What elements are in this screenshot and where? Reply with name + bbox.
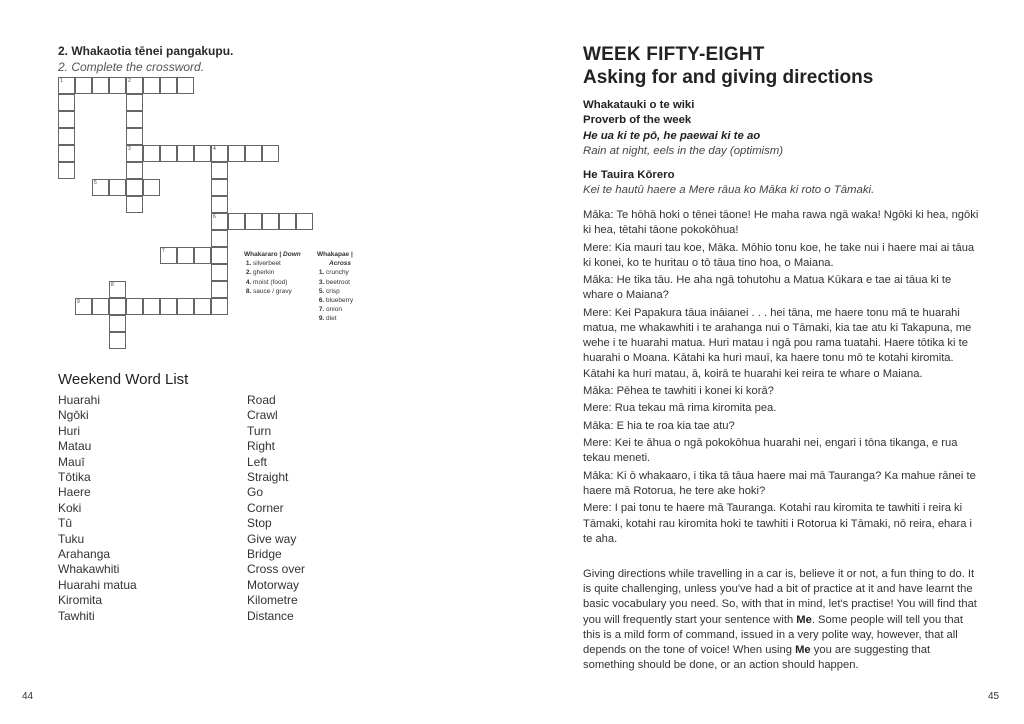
across-heading-en: Across (329, 260, 352, 268)
crossword-number: 6 (213, 214, 216, 220)
crossword-number: 2 (128, 78, 131, 84)
word-english: Turn (247, 423, 272, 438)
word-maori: Huarahi matua (58, 577, 137, 592)
crossword-cell[interactable] (211, 196, 228, 213)
sample-heading: He Tauira Kōrero (583, 169, 675, 181)
crossword-cell[interactable] (109, 77, 126, 94)
dialogue-line: Mere: Kei Papakura tāua ināianei . . . hei tāna, me haere tonu mā te huarahi matua, me whakawhiti i te arahanga nui o Tāmaki, kia tae atu ki Takapuna, me wehe i te huarahi matua. Huri matau i ngā pou rama tuatahi. Haere tōtika ki te huarahi o Moana. Kātahi ka huri mauī, ka haere tonu mō te kotahi kiromita. Kātahi ka huri matau, ā, koirā te huarahi kei reira te whare o Maiana. (583, 306, 972, 380)
proverb-block (583, 98, 783, 159)
word-english: Cross over (247, 562, 306, 577)
crossword-cell[interactable] (211, 162, 228, 179)
clue-down: 2. gherkin (245, 269, 275, 277)
crossword-cell[interactable] (262, 213, 279, 230)
dialogue-line: Māka: Pēhea te tawhiti i konei ki korā? (583, 384, 774, 397)
crossword-cell[interactable] (143, 298, 160, 315)
proverb-label-en: Proverb of the week (583, 114, 692, 127)
crossword-cell[interactable] (109, 179, 126, 196)
dialogue-line: Mere: I pai tonu te haere mā Tauranga. Kotahi rau kiromita te tawhiti i reira ki Tāmaki, kotahi rau kiromita hoki te tawhiti i Rotorua ki Tāmaki, nō reira, ehara i te aha. (583, 502, 973, 545)
crossword-number: 7 (162, 248, 165, 254)
crossword-cell[interactable] (228, 145, 245, 162)
page-number-right: 45 (988, 691, 1000, 702)
sample-intro: Kei te hautū haere a Mere rāua ko Māka ki roto o Tāmaki. (583, 184, 875, 197)
word-maori: Huri (58, 423, 81, 438)
crossword-cell[interactable] (211, 281, 228, 298)
word-english: Right (247, 439, 276, 454)
word-english: Bridge (247, 547, 282, 562)
word-english: Road (247, 393, 276, 407)
keyword-me: Me (796, 613, 812, 626)
word-english: Straight (247, 470, 289, 485)
word-english: Corner (247, 500, 284, 515)
crossword-cell[interactable] (109, 332, 126, 349)
word-english: Left (247, 454, 268, 469)
dialogue-line: Māka: Ki ō whakaaro, i tika tā tāua haere mai mā Tauranga? Ka mahue rānei te haere mā Rotorua, he tere ake hoki? (583, 469, 976, 497)
crossword-number: 5 (94, 180, 97, 186)
word-maori: Matau (58, 439, 92, 454)
crossword-cell[interactable] (126, 111, 143, 128)
crossword-cell[interactable] (194, 247, 211, 264)
word-maori: Tuku (58, 531, 85, 546)
word-maori: Huarahi (58, 393, 101, 407)
crossword-cell[interactable] (245, 213, 262, 230)
crossword-cell[interactable] (109, 298, 126, 315)
word-maori: Tōtika (58, 470, 91, 485)
crossword-cell[interactable] (126, 162, 143, 179)
word-maori: Tawhiti (58, 608, 95, 623)
week-title: WEEK FIFTY-EIGHT (583, 44, 765, 65)
crossword-cell[interactable] (160, 145, 177, 162)
crossword-cell[interactable] (126, 94, 143, 111)
word-maori: Koki (58, 500, 82, 515)
crossword-cell[interactable] (75, 77, 92, 94)
clue-across: 1. crunchy (318, 269, 349, 277)
crossword-cell[interactable] (160, 77, 177, 94)
crossword-cell[interactable] (58, 128, 75, 145)
crossword-cell[interactable] (177, 247, 194, 264)
dialogue (583, 208, 983, 549)
clues-across (317, 250, 353, 324)
clue-across: 7. onion (318, 306, 342, 314)
proverb-label-maori: Whakatauki o te wiki (583, 99, 695, 111)
word-maori: Mauī (58, 454, 85, 469)
exercise-title: 2. Whakaotia tēnei pangakupu. (58, 44, 234, 58)
word-list-maori (58, 393, 137, 624)
crossword-cell[interactable] (126, 179, 143, 196)
word-maori: Haere (58, 485, 91, 500)
crossword-cell[interactable] (211, 264, 228, 281)
crossword-cell[interactable] (177, 298, 194, 315)
crossword-cell[interactable] (296, 213, 313, 230)
crossword-cell[interactable] (143, 145, 160, 162)
crossword-number: 3 (128, 146, 131, 152)
crossword-cell[interactable] (92, 298, 109, 315)
word-english: Motorway (247, 577, 300, 592)
crossword-cell[interactable] (211, 230, 228, 247)
crossword-cell[interactable] (143, 77, 160, 94)
word-english: Go (247, 485, 264, 500)
crossword-cell[interactable] (177, 77, 194, 94)
clue-across: 5. crisp (318, 287, 340, 295)
page-number-left: 44 (22, 691, 34, 702)
keyword-me: Me (795, 644, 811, 657)
word-maori: Ngōki (58, 408, 89, 423)
crossword-cell[interactable] (211, 179, 228, 196)
crossword-cell[interactable] (126, 128, 143, 145)
closing-paragraph: Giving directions while travelling in a car is, believe it or not, a fun thing to do. It is quite challenging, unless you've had a bit of practice at it and have learnt the basic vocabulary you need. So, with that in mind, let's practise! You will find that you will frequently start your sentence with Me. Some people will tell you that this is a mild form of command, issued in a very polite way, however, that all depends on the tone of voice! When using Me you are suggesting that something should be done, or an action should happen. (583, 568, 977, 672)
word-maori: Arahanga (58, 547, 111, 562)
word-list-english (247, 393, 305, 624)
word-english: Crawl (247, 408, 278, 423)
crossword-cell[interactable] (194, 145, 211, 162)
exercise-subtitle: 2. Complete the crossword. (58, 60, 205, 74)
crossword-grid[interactable] (58, 77, 328, 357)
crossword-number: 9 (77, 299, 80, 305)
crossword-number: 8 (111, 282, 114, 288)
clue-down: 1. silverbeet (245, 260, 281, 268)
dialogue-line: Mere: Kia mauri tau koe, Māka. Mōhio tonu koe, he take nui i haere mai ai tāua ki konei, ko te huritau o tō tāua tino hoa, o Maiana. (583, 241, 975, 269)
dialogue-line: Māka: E hia te roa kia tae atu? (583, 419, 735, 432)
dialogue-line: Mere: Kei te āhua o ngā pokokōhua huarahi nei, engari i tōna tikanga, e rua tekau meneti. (583, 437, 958, 465)
clues-down (244, 250, 301, 296)
topic-title: Asking for and giving directions (583, 67, 874, 88)
crossword-cell[interactable] (177, 145, 194, 162)
down-heading-maori: Whakararo | (244, 251, 284, 258)
dialogue-line: Māka: Te hōhā hoki o tēnei tāone! He maha rawa ngā waka! Ngōki ki hea, ngōki ki hea, tētahi tāone pokokōhua! (583, 209, 979, 237)
crossword-cell[interactable] (126, 298, 143, 315)
crossword-cell[interactable] (58, 94, 75, 111)
crossword-cell[interactable] (109, 315, 126, 332)
dialogue-line: Mere: Rua tekau mā rima kiromita pea. (583, 402, 777, 415)
crossword-cell[interactable] (126, 196, 143, 213)
clue-down: 8. sauce / gravy (245, 287, 292, 295)
word-english: Stop (247, 516, 272, 531)
crossword-cell[interactable] (262, 145, 279, 162)
proverb-maori: He ua ki te pō, he paewai ki te ao (583, 129, 761, 142)
clue-across: 9. diet (318, 315, 337, 323)
proverb-english: Rain at night, eels in the day (optimism) (583, 144, 784, 157)
crossword-cell[interactable] (160, 298, 177, 315)
crossword-number: 1 (60, 78, 63, 84)
clue-across: 6. blueberry (318, 297, 354, 305)
crossword-cell[interactable] (92, 77, 109, 94)
crossword-cell[interactable] (58, 162, 75, 179)
crossword-cell[interactable] (245, 145, 262, 162)
down-heading-en: Down (283, 251, 301, 258)
crossword-cell[interactable] (143, 179, 160, 196)
crossword-cell[interactable] (58, 111, 75, 128)
clue-across: 3. beetroot (318, 278, 350, 286)
crossword-cell[interactable] (211, 298, 228, 315)
crossword-cell[interactable] (279, 213, 296, 230)
crossword-cell[interactable] (228, 213, 245, 230)
word-english: Give way (247, 531, 297, 546)
word-maori: Kiromita (58, 593, 103, 608)
crossword-number: 4 (213, 146, 216, 152)
across-heading-maori: Whakapae | (317, 251, 353, 258)
word-english: Distance (247, 608, 294, 623)
crossword-cell[interactable] (194, 298, 211, 315)
word-english: Kilometre (247, 593, 298, 608)
crossword-cell[interactable] (58, 145, 75, 162)
clue-down: 4. moist (food) (245, 278, 288, 286)
crossword-cell[interactable] (211, 247, 228, 264)
sample-block (583, 168, 874, 199)
right-page (512, 0, 1024, 724)
word-list-title: Weekend Word List (58, 371, 189, 388)
word-maori: Tū (58, 516, 73, 531)
word-maori: Whakawhiti (58, 562, 120, 577)
dialogue-line: Māka: He tika tāu. He aha ngā tohutohu a Matua Kūkara e tae ai tāua ki te whare o Maiana? (583, 274, 952, 302)
